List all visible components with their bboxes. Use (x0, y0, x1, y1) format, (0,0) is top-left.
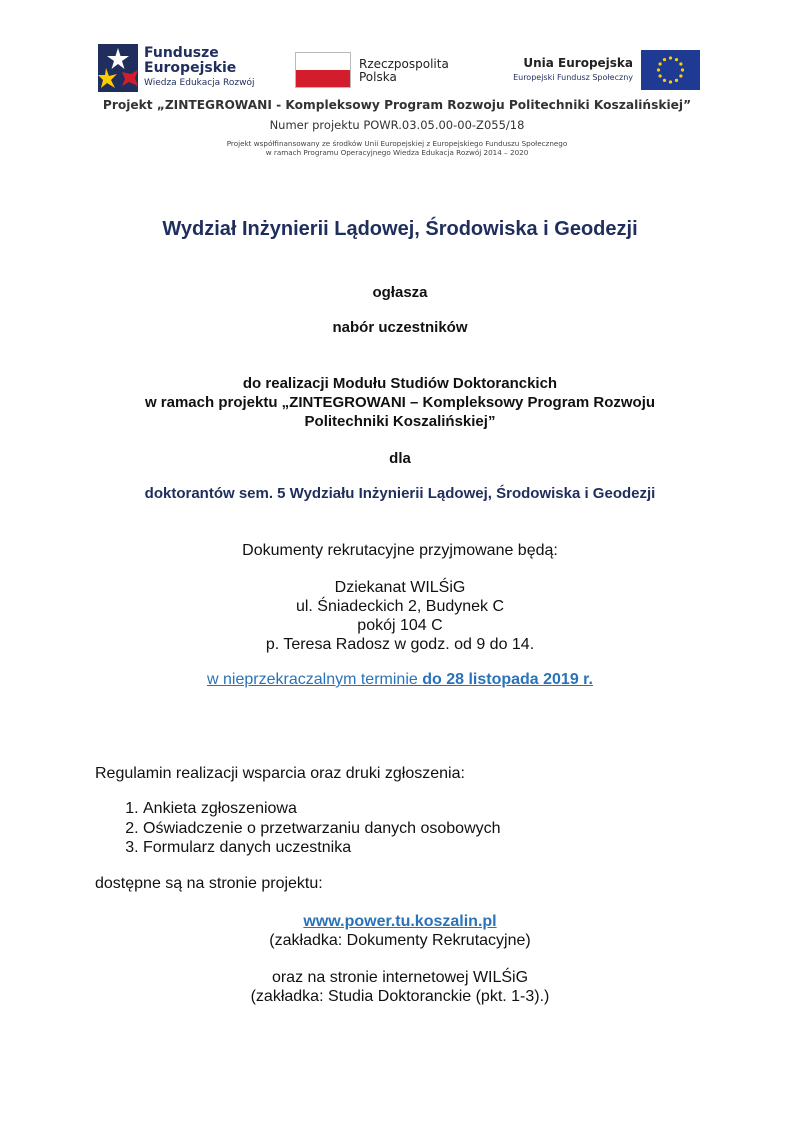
faculty-title: Wydział Inżynierii Lądowej, Środowiska i Geodezji (162, 218, 638, 240)
module-line3: Politechniki Koszalińskiej” (304, 413, 496, 430)
submission-address (0, 578, 800, 654)
funding-line2: w ramach Programu Operacyjnego Wiedza Edukacja Rozwój 2014 – 2020 (265, 148, 529, 157)
list-item: 1. Ankieta zgłoszeniowa (143, 799, 501, 819)
eu-star-icon (659, 62, 662, 65)
deadline-prefix: w nieprzekraczalnym terminie (207, 671, 423, 688)
fe-line3: Wiedza Edukacja Rozwój (144, 78, 255, 88)
module-line1: do realizacji Modułu Studiów Doktoranckich (242, 375, 558, 392)
list-item: 2. Oświadczenie o przetwarzaniu danych osobowych (143, 819, 501, 839)
address-line: p. Teresa Radosz w godz. od 9 do 14. (265, 636, 535, 653)
address-line: pokój 104 C (357, 617, 443, 634)
funding-line1: Projekt współfinansowany ze środków Unii Europejskiej z Europejskiego Funduszu Społecznego (226, 139, 568, 148)
eu-star-icon (663, 79, 666, 82)
address-line: Dziekanat WILŚiG (334, 579, 466, 596)
fundusze-europejskie-mark-icon (98, 44, 138, 92)
rules-intro: Regulamin realizacji wsparcia oraz druki zgłoszenia: (95, 765, 465, 782)
funding-note (90, 139, 704, 157)
deadline-date: do 28 listopada 2019 r. (422, 671, 593, 688)
project-title: Projekt „ZINTEGROWANI - Kompleksowy Program Rozwoju Politechniki Koszalińskiej” (102, 98, 692, 112)
project-header (90, 38, 704, 168)
eu-star-icon (675, 79, 678, 82)
deadline (0, 670, 800, 689)
project-url-link[interactable]: www.power.tu.koszalin.pl (303, 913, 497, 930)
docs-accepted-text: Dokumenty rekrutacyjne przyjmowane będą: (242, 542, 558, 559)
target-group: doktorantów sem. 5 Wydziału Inżynierii Lądowej, Środowiska i Geodezji (144, 485, 656, 502)
rzeczpospolita-polska-logo (295, 52, 465, 92)
eu-star-icon (663, 58, 666, 61)
project-website (0, 912, 800, 950)
project-number: Numer projektu POWR.03.05.00-00-Z055/18 (269, 118, 525, 132)
tab-docs-note: (zakładka: Dokumenty Rekrutacyjne) (269, 932, 531, 949)
eu-star-icon (675, 58, 678, 61)
announces-text: ogłasza (372, 284, 428, 301)
eu-flag-icon (641, 50, 700, 90)
eu-star-icon (669, 80, 672, 83)
fe-line2: Europejskie (144, 60, 237, 76)
faculty-website (0, 968, 800, 1006)
eu-star-icon (669, 56, 672, 59)
tab-phd-note: (zakładka: Studia Doktoranckie (pkt. 1-3).) (250, 988, 550, 1005)
eu-star-icon (679, 74, 682, 77)
eu-line1: Unia Europejska (523, 56, 633, 70)
for-text: dla (389, 450, 411, 467)
list-item: 3. Formularz danych uczestnika (143, 838, 501, 858)
eu-star-icon (657, 68, 660, 71)
pl-line1: Rzeczpospolita (359, 57, 449, 71)
eu-text (505, 56, 633, 82)
module-description (0, 374, 800, 431)
pl-line2: Polska (359, 70, 397, 84)
available-on-text: dostępne są na stronie projektu: (95, 875, 323, 892)
also-on-text: oraz na stronie internetowej WILŚiG (271, 969, 529, 986)
fundusze-europejskie-logo (98, 44, 258, 94)
eu-star-icon (679, 62, 682, 65)
eu-line2: Europejski Fundusz Społeczny (513, 73, 633, 82)
pl-text (359, 58, 449, 84)
eu-star-icon (681, 68, 684, 71)
polish-flag-icon (295, 52, 351, 88)
module-line2: w ramach projektu „ZINTEGROWANI – Kompleksowy Program Rozwoju (144, 394, 656, 411)
eu-star-icon (659, 74, 662, 77)
unia-europejska-logo (505, 50, 705, 94)
address-line: ul. Śniadeckich 2, Budynek C (295, 598, 505, 615)
recruitment-text: nabór uczestników (332, 319, 468, 336)
fe-line1: Fundusze (144, 45, 219, 61)
logo-row (90, 38, 704, 96)
fundusze-europejskie-text (144, 46, 255, 88)
documents-list (100, 799, 501, 858)
